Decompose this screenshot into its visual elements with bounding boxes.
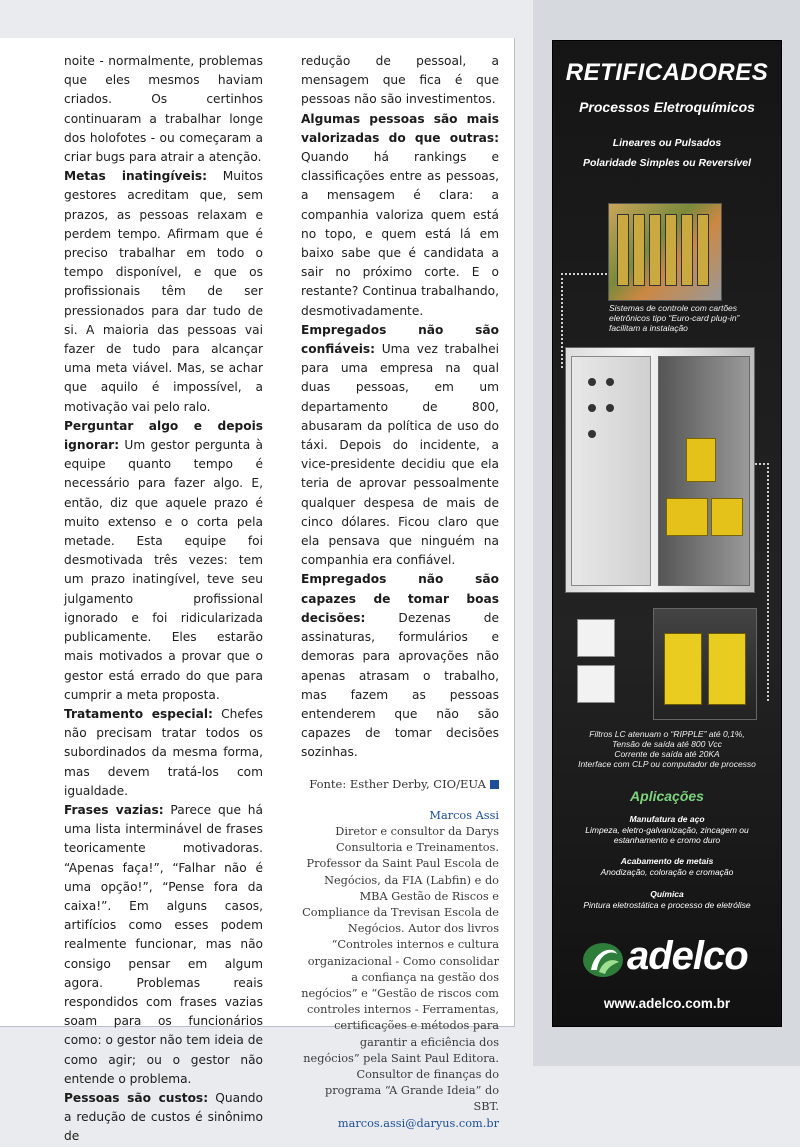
paragraph: Perguntar algo e depois ignorar: Um gestor pergunta à equipe quanto tempo é necessário para fazer algo. E, então, diz que aquele prazo é muito extenso e o corta pela metade. Esta equipe foi desmotivada três vezes: tem um prazo inatingível, teve seu julgamento profissional ignorado e foi ridicularizada publicamente. Eles estarão mais motivados a provar que o gestor está errado do que para cumprir a meta proposta.: [64, 418, 263, 702]
paragraph: Algumas pessoas são mais valorizadas do que outras: Quando há rankings e classificações entre as pessoas, a mensagem é clara: a companhia valoriza quem está no topo, e quem está lá em baixo sabe que é candidata a sair no próximo corte. E o restante? Continua trabalhando, desmotivadamente.: [301, 111, 499, 318]
application-heading: Química: [650, 889, 684, 899]
rectifier-cabinet-photo: [565, 347, 755, 593]
application-text: Pintura eletrostática e processo de eletrólise: [583, 900, 751, 910]
adelco-mark-icon: [581, 940, 625, 980]
application-text: Anodização, coloração e cromação: [600, 867, 734, 877]
author-email-link[interactable]: marcos.assi@daryus.com.br: [337, 1116, 499, 1130]
paragraph: Empregados não são capazes de tomar boas decisões: Dezenas de assinaturas, formulários e demoras para aprovações não apenas atrasam o trabalho, mas fazem as pessoas entenderem que não são capazes de tomar decisões sozinhas.: [301, 572, 499, 760]
certification-seal-icon: [577, 619, 615, 657]
paragraph: Tratamento especial: Chefes não precisam tratar todos os subordinados da mesma forma, mas devem tratá-los com igualdade.: [64, 706, 263, 798]
website-link[interactable]: www.adelco.com.br: [603, 996, 731, 1011]
article-column-2: [301, 52, 499, 1132]
ad-specs: Filtros LC atenuam o “RIPPLE” até 0,1%, Tensão de saída até 800 Vcc Corrente de saída até 20KA Interface com CLP ou computador de processo: [578, 729, 756, 769]
application-heading: Manufatura de aço: [629, 814, 705, 824]
applications-title: Aplicações: [630, 788, 704, 804]
ad-note: Sistemas de controle com cartões eletrônicos tipo “Euro-card plug-in” facilitam a instalação: [609, 303, 740, 333]
connector-line: [561, 273, 607, 275]
transformer-photo: [653, 608, 757, 720]
paragraph: noite - normalmente, problemas que eles mesmos haviam criados. Os certinhos continuaram a trabalhar longe dos holofotes - ou começaram a criar bugs para atrair a atenção.: [64, 54, 263, 165]
adelco-logo: [581, 936, 757, 984]
advertisement: [552, 40, 782, 1027]
author-bio: Diretor e consultor da Darys Consultoria e Treinamentos. Professor da Saint Paul Escola de Negócios, da FIA (Labfin) e do MBA Gestão de Riscos e Compliance da Trevisan Escola de Negócios. Autor dos livros “Controles internos e cultura organizacional - Como consolidar a confiança na gestão dos negócios” e “Gestão de riscos com controles internos - Ferramentas, certificações e métodos para garantir a eficiência dos negócios” pela Saint Paul Editora. Consultor de finanças do programa “A Grande Ideia” do SBT.: [301, 824, 499, 1114]
connector-line: [561, 273, 563, 368]
author-name: Marcos Assi: [429, 808, 499, 822]
ad-subtitle: Processos Eletroquímicos: [579, 99, 755, 115]
iso-certificate-icon: [577, 665, 615, 703]
ad-line: Lineares ou Pulsados: [612, 137, 722, 149]
article-column-1: [64, 52, 263, 1147]
connector-line: [767, 463, 769, 701]
paragraph: Frases vazias: Parece que há uma lista interminável de frases teoricamente motivadoras. “Apenas faça!”, “Falhar não é uma opção!”, “Pense fora da caixa!”. Em alguns casos, artifícios como esses podem realmente funcionar, mas não consigo pensar em algum agora. Problemas reais respondidos com frases vazias soam para os funcionários como: o gestor não tem ideia de como agir; ou o gestor não entende o problema.: [64, 802, 264, 1086]
logo-wordmark: adelco: [627, 934, 748, 978]
control-cards-photo: [608, 203, 722, 301]
paragraph: Metas inatingíveis: Muitos gestores acreditam que, sem prazos, as pessoas relaxam e perdem tempo. Afirmam que é preciso trabalhar em todo o tempo disponível, e que os profissionais têm de ser pressionados para dar tudo de si. A maioria das pessoas vai fazer de tudo para alcançar uma meta viável. Mas, se achar que aquilo é impossível, a motivação vai pelo ralo.: [64, 169, 263, 414]
end-square-icon: [490, 780, 499, 789]
source-credit: Fonte: Esther Derby, CIO/EUA: [301, 775, 499, 794]
ad-line: Polaridade Simples ou Reversível: [582, 157, 752, 169]
ad-title: RETIFICADORES: [565, 59, 769, 86]
paragraph: Pessoas são custos: Quando a redução de custos é sinônimo de: [64, 1090, 263, 1144]
paragraph: Empregados não são confiáveis: Uma vez trabalhei para uma empresa na qual duas pessoas, em um departamento de 800, abusaram da política de uso do táxi. Depois do incidente, a vice-presidente decidiu que ela teria de aprovar pessoalmente qualquer despesa de mais de cinco dólares. Ficou claro que ela pensava que ninguém na companhia era confiável.: [301, 322, 499, 568]
application-heading: Acabamento de metais: [620, 856, 714, 866]
paragraph: redução de pessoal, a mensagem que fica é que pessoas não são investimentos.: [301, 54, 499, 107]
application-text: Limpeza, eletro-galvanização, zincagem ou estanhamento e cromo duro: [585, 825, 749, 845]
author-box: [301, 808, 499, 1132]
